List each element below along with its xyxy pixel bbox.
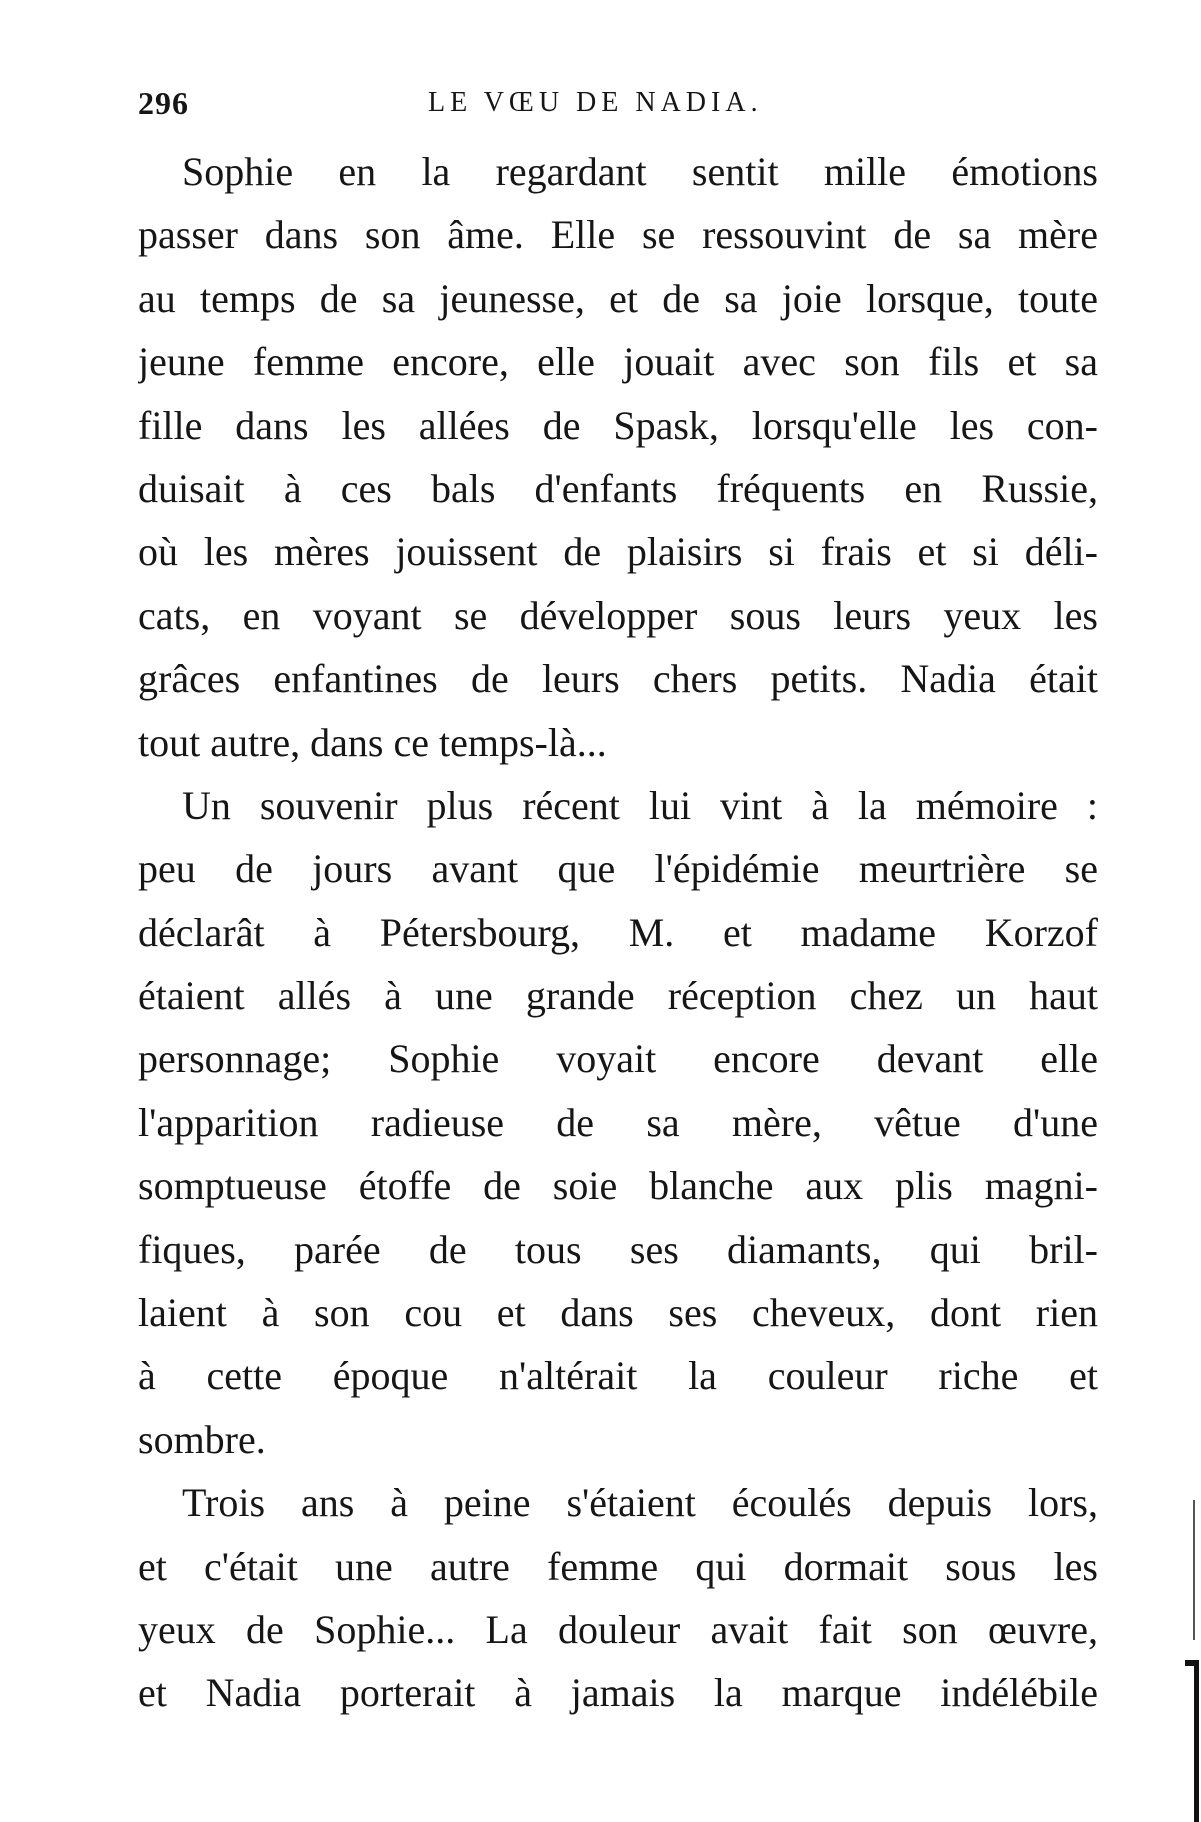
text-line: à cette époque n'altérait la couleur riche et (138, 1353, 1098, 1399)
text-line: passer dans son âme. Elle se ressouvint de sa mère (138, 212, 1098, 258)
text-line: l'apparition radieuse de sa mère, vêtue d'une (138, 1099, 1098, 1145)
text-line: jeune femme encore, elle jouait avec son fils et sa (138, 339, 1098, 385)
running-head (138, 85, 1100, 125)
paragraph-1 (138, 140, 1098, 774)
body-text (138, 140, 1098, 1725)
paragraph-2 (138, 774, 1098, 1471)
text-line: tout autre, dans ce temps-là... (138, 719, 607, 765)
text-line: laient à son cou et dans ses cheveux, dont rien (138, 1290, 1098, 1336)
text-line: étaient allés à une grande réception chez un haut (138, 973, 1098, 1019)
text-line: et c'était une autre femme qui dormait sous les (138, 1543, 1098, 1589)
text-line: sombre. (138, 1416, 266, 1462)
text-line: et Nadia porterait à jamais la marque indélébile (138, 1670, 1098, 1716)
text-line: déclarât à Pétersbourg, M. et madame Korzof (138, 909, 1098, 955)
binding-mark (1183, 1650, 1201, 1822)
text-line: personnage; Sophie voyait encore devant elle (138, 1036, 1098, 1082)
text-line: où les mères jouissent de plaisirs si frais et si déli- (138, 529, 1098, 575)
page-edge-shadow (1193, 1500, 1195, 1640)
text-line: duisait à ces bals d'enfants fréquents en Russie, (138, 465, 1098, 511)
text-line: Un souvenir plus récent lui vint à la mémoire : (182, 782, 1098, 828)
text-line: peu de jours avant que l'épidémie meurtrière se (138, 846, 1098, 892)
running-title: LE VŒU DE NADIA. (428, 87, 763, 118)
text-line: Trois ans à peine s'étaient écoulés depuis lors, (182, 1480, 1098, 1526)
text-line: yeux de Sophie... La douleur avait fait son œuvre, (138, 1606, 1098, 1652)
page-number: 296 (138, 85, 189, 121)
text-line: fiques, parée de tous ses diamants, qui bril- (138, 1226, 1098, 1272)
text-line: au temps de sa jeunesse, et de sa joie lorsque, toute (138, 275, 1098, 321)
paragraph-3 (138, 1471, 1098, 1725)
text-line: somptueuse étoffe de soie blanche aux plis magni- (138, 1163, 1098, 1209)
text-line: fille dans les allées de Spask, lorsqu'elle les con- (138, 402, 1098, 448)
text-line: cats, en voyant se développer sous leurs yeux les (138, 592, 1098, 638)
binding-mark-bar (1194, 1664, 1199, 1822)
text-line: Sophie en la regardant sentit mille émotions (182, 149, 1098, 194)
text-line: grâces enfantines de leurs chers petits. Nadia était (138, 656, 1098, 702)
